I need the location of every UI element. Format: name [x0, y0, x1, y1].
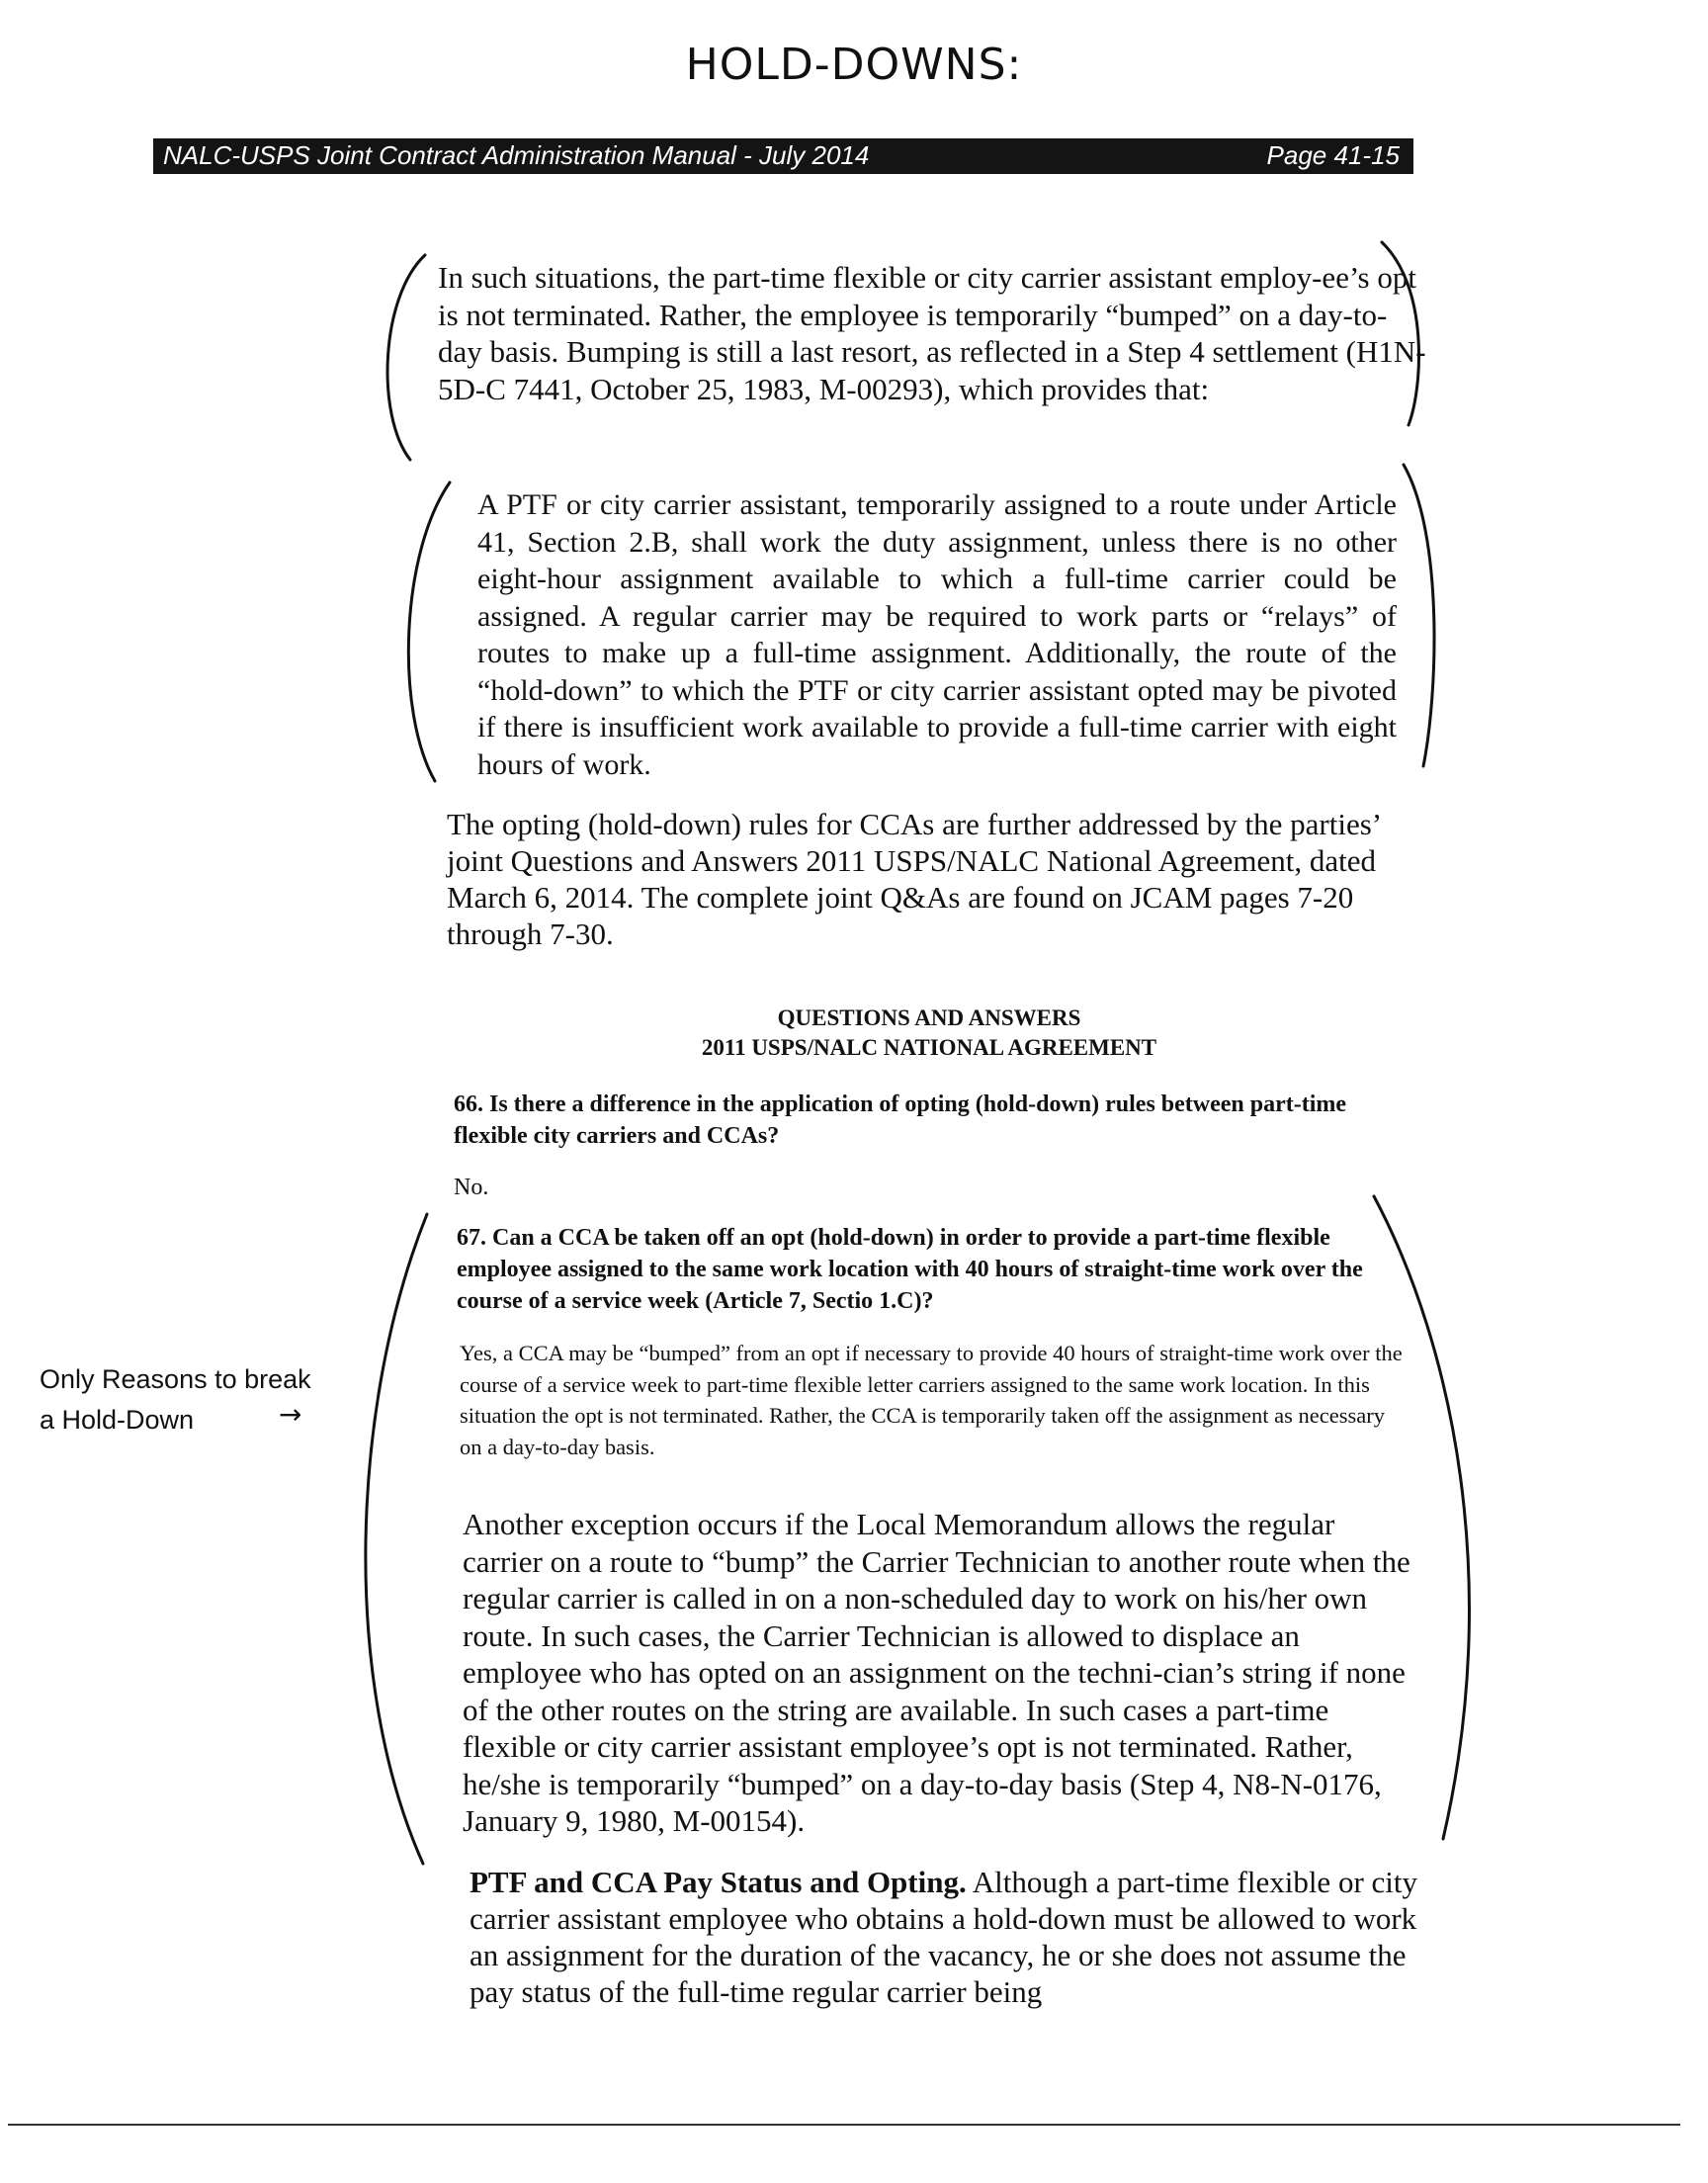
right-arrow-icon: →: [279, 1398, 302, 1431]
note-line1: Only Reasons to break: [40, 1364, 311, 1394]
manual-header-title: NALC-USPS Joint Contract Administration Manual - July 2014: [163, 140, 870, 170]
question-66: 66. Is there a difference in the application of opting (hold-down) rules between part-time flexible city carriers and CCAs?: [454, 1092, 1347, 1149]
bracket-right-1: [1382, 242, 1419, 425]
bottom-divider: [8, 2124, 1680, 2126]
qa-heading-line2: 2011 USPS/NALC NATIONAL AGREEMENT: [701, 1035, 1157, 1060]
page-number: Page 41-15: [1266, 140, 1400, 170]
quoted-step4-settlement: A PTF or city carrier assistant, temporarily assigned to a route under Article 41, Section 2.B, shall work the duty assignment, unless there is no other eight-hour assignment available to which a full-time carrier could be assigned. A regular carrier may be required to work parts or “relays” of routes to make up a full-time assignment. Additionally, the route of the “hold-down” to which the PTF or city carrier assistant opted may be pivoted if there is insufficient work available to provide a full-time carrier with eight hours of work.: [477, 488, 1397, 781]
bracket-left-2: [408, 482, 450, 781]
pay-status-text: Although a part-time flexible or city carrier assistant employee who obtains a hold-down must be allowed to work an assignment for the duration of the vacancy, he or she does not assume the pay status of the full-time regular carrier being: [470, 1865, 1418, 2009]
answer-67: Yes, a CCA may be “bumped” from an opt if necessary to provide 40 hours of straight-time work over the course of a service week to part-time flexible letter carriers assigned to the same work location. In this situation the opt is not terminated. Rather, the CCA is temporarily taken off the assignment as necessary on a day-to-day basis.: [460, 1341, 1403, 1459]
paragraph-bumping: In such situations, the part-time flexible or city carrier assistant employ-ee’s opt is not terminated. Rather, the employee is temporarily “bumped” on a day-to-day basis. Bumping is still a last resort, as reflected in a Step 4 settlement (H1N-5D-C 7441, October 25, 1983, M-00293), which provides that:: [438, 260, 1426, 406]
paragraph-opting-rules-cca: The opting (hold-down) rules for CCAs are further addressed by the parties’ joint Questions and Answers 2011 USPS/NALC National Agreement, dated March 6, 2014. The complete joint Q&As are found on JCAM pages 7-20 through 7-30.: [447, 807, 1380, 951]
qa-heading-line1: QUESTIONS AND ANSWERS: [777, 1005, 1081, 1030]
paragraph-another-exception: Another exception occurs if the Local Memorandum allows the regular carrier on a route to “bump” the Carrier Technician to another route when the regular carrier is called in on a non-scheduled day to work on his/her own route. In such cases, the Carrier Technician is allowed to displace an employee who has opted on an assignment on the techni-cian’s string if none of the other routes on the string are available. In such cases a part-time flexible or city carrier assistant employee’s opt is not terminated. Rather, he/she is temporarily “bumped” on a day-to-day basis (Step 4, N8-N-0176, January 9, 1980, M-00154).: [463, 1507, 1410, 1838]
bracket-right-3: [1374, 1196, 1469, 1839]
answer-66: No.: [454, 1175, 489, 1200]
pay-status-heading: PTF and CCA Pay Status and Opting.: [470, 1865, 967, 1899]
bracket-right-2: [1404, 465, 1434, 766]
note-line2: a Hold-Down: [40, 1405, 195, 1435]
page-title: HOLD-DOWNS:: [685, 40, 1023, 90]
question-67: 67. Can a CCA be taken off an opt (hold-down) in order to provide a part-time flexible employee assigned to the same work location with 40 hours of straight-time work over the course of a service week (Article 7, Sectio 1.C)?: [457, 1225, 1363, 1314]
bracket-left-3: [366, 1214, 427, 1864]
bracket-left-1: [387, 255, 425, 460]
